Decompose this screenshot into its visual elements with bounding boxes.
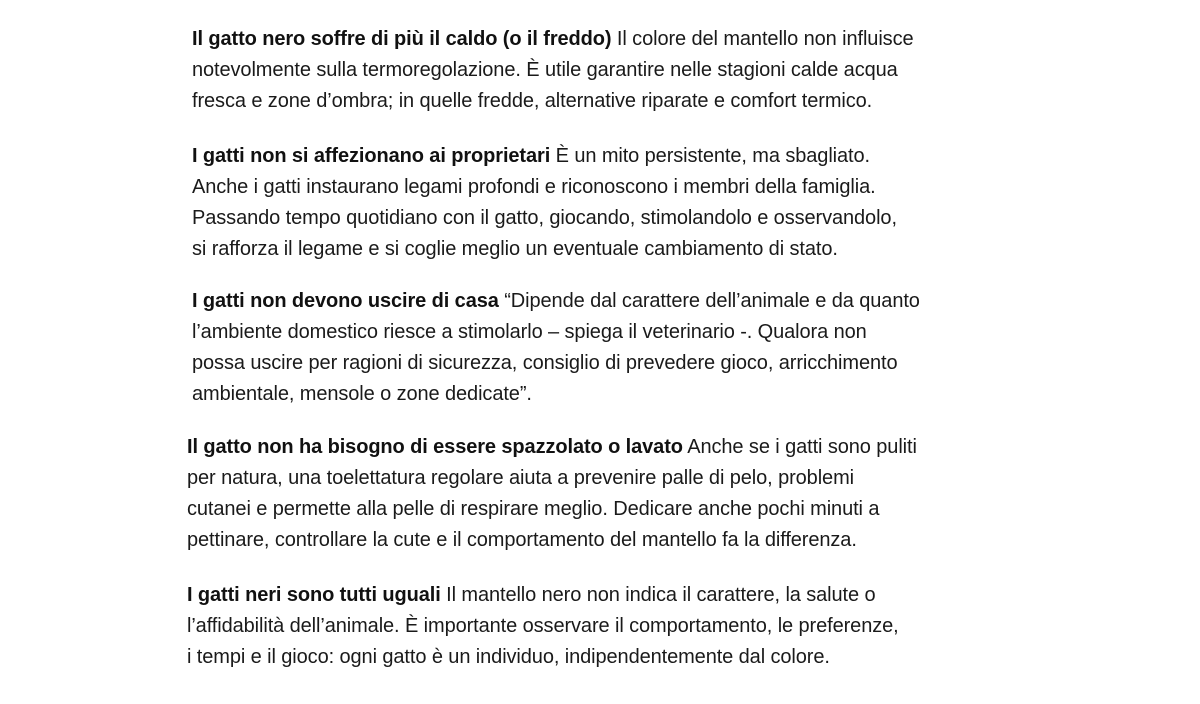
paragraph-text: Il mantello nero non indica il carattere, la salute o [446,584,876,606]
myth-heading: I gatti non devono uscire di casa [192,290,499,312]
paragraph-text: È un mito persistente, ma sbagliato. [555,145,870,167]
paragraph-line [192,24,914,55]
paragraph-line: ambientale, mensole o zone dedicate”. [192,383,532,405]
myth-paragraph-going-outside [192,286,920,410]
myth-heading: Il gatto nero soffre di più il caldo (o il freddo) [192,28,612,50]
paragraph-line: l’affidabilità dell’animale. È importante osservare il comportamento, le preferenze, [187,615,899,637]
paragraph-line: l’ambiente domestico riesce a stimolarlo – spiega il veterinario -. Qualora non [192,321,867,343]
myth-heading: Il gatto non ha bisogno di essere spazzolato o lavato [187,436,683,458]
paragraph-line [187,432,917,463]
paragraph-line [187,580,899,611]
paragraph-line: notevolmente sulla termoregolazione. È utile garantire nelle stagioni calde acqua [192,59,898,81]
paragraph-line: fresca e zone d’ombra; in quelle fredde, alternative riparate e comfort termico. [192,90,873,112]
myth-paragraph-grooming [187,432,917,556]
paragraph-line: possa uscire per ragioni di sicurezza, consiglio di prevedere gioco, arricchimento [192,352,898,374]
paragraph-line: si rafforza il legame e si coglie meglio un eventuale cambiamento di stato. [192,238,838,260]
paragraph-text: “Dipende dal carattere dell’animale e da quanto [504,290,920,312]
paragraph-line [192,286,920,317]
myth-heading: I gatti non si affezionano ai proprietari [192,145,551,167]
paragraph-line: cutanei e permette alla pelle di respirare meglio. Dedicare anche pochi minuti a [187,498,880,520]
paragraph-line: per natura, una toelettatura regolare aiuta a prevenire palle di pelo, problemi [187,467,854,489]
paragraph-text: Anche se i gatti sono puliti [687,436,917,458]
myth-paragraph-all-the-same [187,580,899,673]
paragraph-line: Passando tempo quotidiano con il gatto, giocando, stimolandolo e osservandolo, [192,207,897,229]
paragraph-line [192,141,897,172]
paragraph-line: i tempi e il gioco: ogni gatto è un individuo, indipendentemente dal colore. [187,646,830,668]
paragraph-text: Il colore del mantello non influisce [616,28,914,50]
myth-heading: I gatti neri sono tutti uguali [187,584,441,606]
myth-paragraph-affection [192,141,897,265]
myth-paragraph-black-cat-temperature [192,24,914,117]
paragraph-line: pettinare, controllare la cute e il comportamento del mantello fa la differenza. [187,529,857,551]
paragraph-line: Anche i gatti instaurano legami profondi e riconoscono i membri della famiglia. [192,176,876,198]
